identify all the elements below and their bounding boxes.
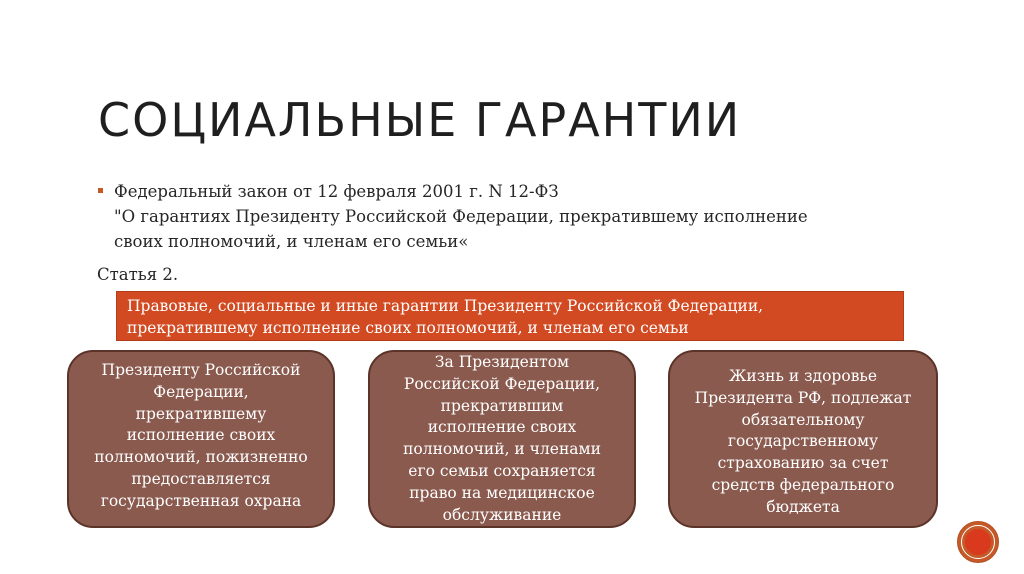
box-line: Президенту Российской [101,361,301,379]
guarantee-box-insurance [668,350,938,528]
box-line: бюджета [766,497,840,516]
box-line: страхованию за счет [717,454,889,473]
box-line: обязательному [741,410,865,429]
box-line: Федерации, [153,382,249,401]
article-label: Статья 2. [97,265,179,284]
box-line: прекратившим [440,396,564,415]
law-reference-line: своих полномочий, и членам его семьи« [114,232,469,251]
circle-nav-icon[interactable] [957,521,999,563]
banner-line: Правовые, социальные и иные гарантии Президенту Российской Федерации, [127,297,764,315]
slide-title: СОЦИАЛЬНЫЕ ГАРАНТИИ [98,93,742,147]
box-line: исполнение своих [427,418,577,437]
guarantees-banner [116,291,904,341]
box-line: Жизнь и здоровье [728,367,878,385]
square-bullet-icon [98,188,103,193]
box-line: прекратившему [135,404,267,423]
banner-line: прекратившему исполнение своих полномочий, и членам его семьи [127,319,689,337]
box-line: Российской Федерации, [403,374,601,393]
box-line: государственная охрана [100,491,302,510]
law-reference-line: Федеральный закон от 12 февраля 2001 г. N 12-ФЗ [114,182,559,201]
box-line: право на медицинское [409,483,595,502]
law-reference [98,179,898,254]
box-line: Президента РФ, подлежат [694,388,912,407]
box-line: его семьи сохраняется [408,461,596,480]
law-reference-text [114,179,898,254]
box-line: предоставляется [131,469,271,488]
box-line: обслуживание [442,505,562,524]
box-line: полномочий, и членами [403,440,601,459]
guarantee-box-medical [368,350,636,528]
box-line: государственному [727,432,879,451]
box-line: За Президентом [434,353,570,371]
guarantee-box-security [67,350,335,528]
box-line: исполнение своих [126,426,276,445]
box-line: полномочий, пожизненно [94,448,308,467]
box-line: средств федерального [711,475,895,494]
nav-inner [965,529,991,555]
law-reference-line: "О гарантиях Президенту Российской Федерации, прекратившему исполнение [114,207,808,226]
